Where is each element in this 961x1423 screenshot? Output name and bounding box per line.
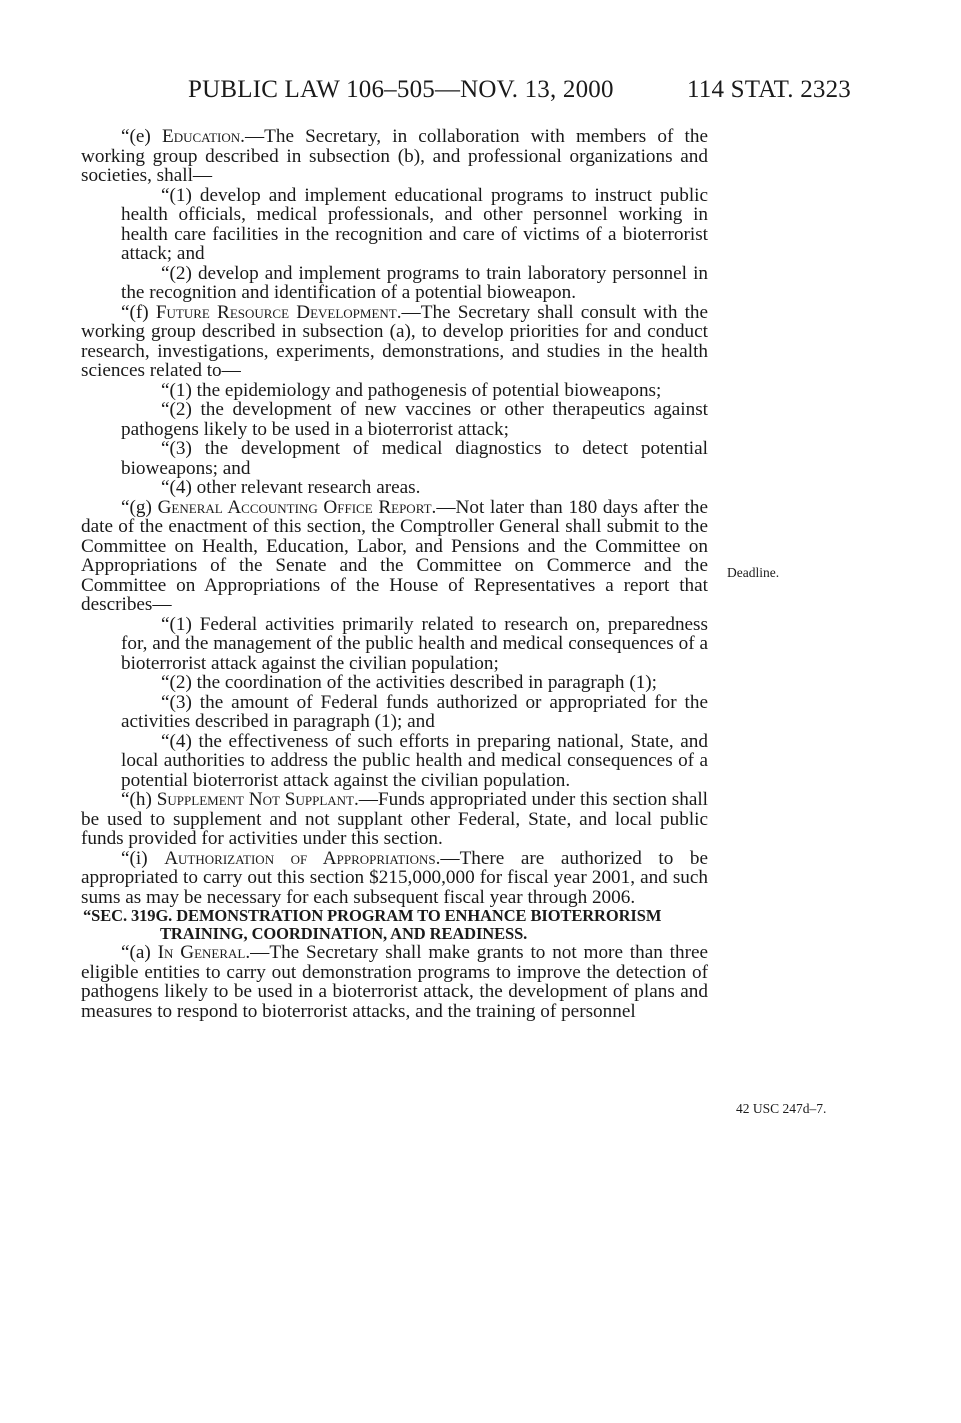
subsection-i-heading: Authorization of Appropriations [164,847,436,869]
paragraph-f1: “(1) the epidemiology and pathogenesis of potential bioweapons; [161,379,662,401]
running-header-title: PUBLIC LAW 106–505—NOV. 13, 2000 [188,76,614,103]
paragraph-e2: “(2) develop and implement programs to train laboratory personnel in the recognition and identification of a potential bioweapon. [121,262,708,303]
subsection-i: “(i) Authorization of Appropriations.—There are authorized to be appropriated to carry out this section $215,000,000 for fiscal year 2001, and such sums as may be necessary for each subsequent fiscal year through 2006. [81,847,708,908]
paragraph-f3: “(3) the development of medical diagnostics to detect potential bioweapons; and [121,438,708,479]
paragraph-g3: “(3) the amount of Federal funds authorized or appropriated for the activities described in paragraph (1); and [121,691,708,732]
paragraph-f2: “(2) the development of new vaccines or other therapeutics against pathogens likely to be used in a bioterrorist attack; [121,399,708,440]
section-heading [81,907,708,943]
subsection-g-heading: General Accounting Office Report [157,496,432,518]
subsection-e-heading: Education [161,126,241,147]
paragraph-e1: “(1) develop and implement educational programs to instruct public health officials, medical professionals, and other personnel working in health care facilities in the recognition and care of victims of a bioterrorist attack; and [121,184,708,264]
margin-note-usc-citation: 42 USC 247d–7. [736,1101,827,1116]
paragraph-f4: “(4) other relevant research areas. [161,477,421,498]
subsection-e: “(e) Education.—The Secretary, in collaboration with members of the working group described in subsection (b), and professional organizations and societies, shall— [81,126,708,186]
subsection-a: “(a) In General.—The Secretary shall make grants to not more than three eligible entities to carry out demonstration programs to improve the detection of pathogens likely to be used in a bioterrorist attack, the development of plans and measures to respond to bioterrorist attacks, and the training of personnel [81,942,709,1022]
paragraph-g2: “(2) the coordination of the activities described in paragraph (1); [161,672,658,693]
subsection-f: “(f) Future Resource Development.—The Secretary shall consult with the working group described in subsection (a), to develop priorities for and conduct research, investigations, experiments, demonstrations, and studies in the health sciences related to— [81,301,709,381]
subsection-f-heading: Future Resource Development [155,301,397,323]
section-heading-line2: TRAINING, COORDINATION, AND READINESS. [160,924,528,943]
subsection-a-heading: In General [157,942,246,963]
paragraph-g4: “(4) the effectiveness of such efforts in preparing national, State, and local authorities to address the public health and medical consequences of a potential bioterrorist attack against the civilian population. [121,730,708,791]
margin-note-deadline: Deadline. [727,565,780,580]
running-header-page: 114 STAT. 2323 [687,76,851,103]
paragraph-g1: “(1) Federal activities primarily related to research on, preparedness for, and the management of the public health and medical consequences of a bioterrorist attack against the civilian population; [121,613,708,674]
subsection-h: “(h) Supplement Not Supplant.—Funds appropriated under this section shall be used to supplement and not supplant other Federal, State, and local public funds provided for activities under this section. [81,789,709,849]
subsection-g: “(g) General Accounting Office Report.—Not later than 180 days after the date of the enactment of this section, the Comptroller General shall submit to the Committee on Health, Education, Labor, and Pensions and the Committee on Appropriations of the Senate and the Committee on Commerce and the Committee on Appropriations of the House of Representatives a report that describes— [81,496,709,615]
section-heading-line1: “SEC. 319G. DEMONSTRATION PROGRAM TO ENHANCE BIOTERRORISM [83,906,662,925]
subsection-h-heading: Supplement Not Supplant [156,789,354,810]
body-text [81,127,708,1021]
